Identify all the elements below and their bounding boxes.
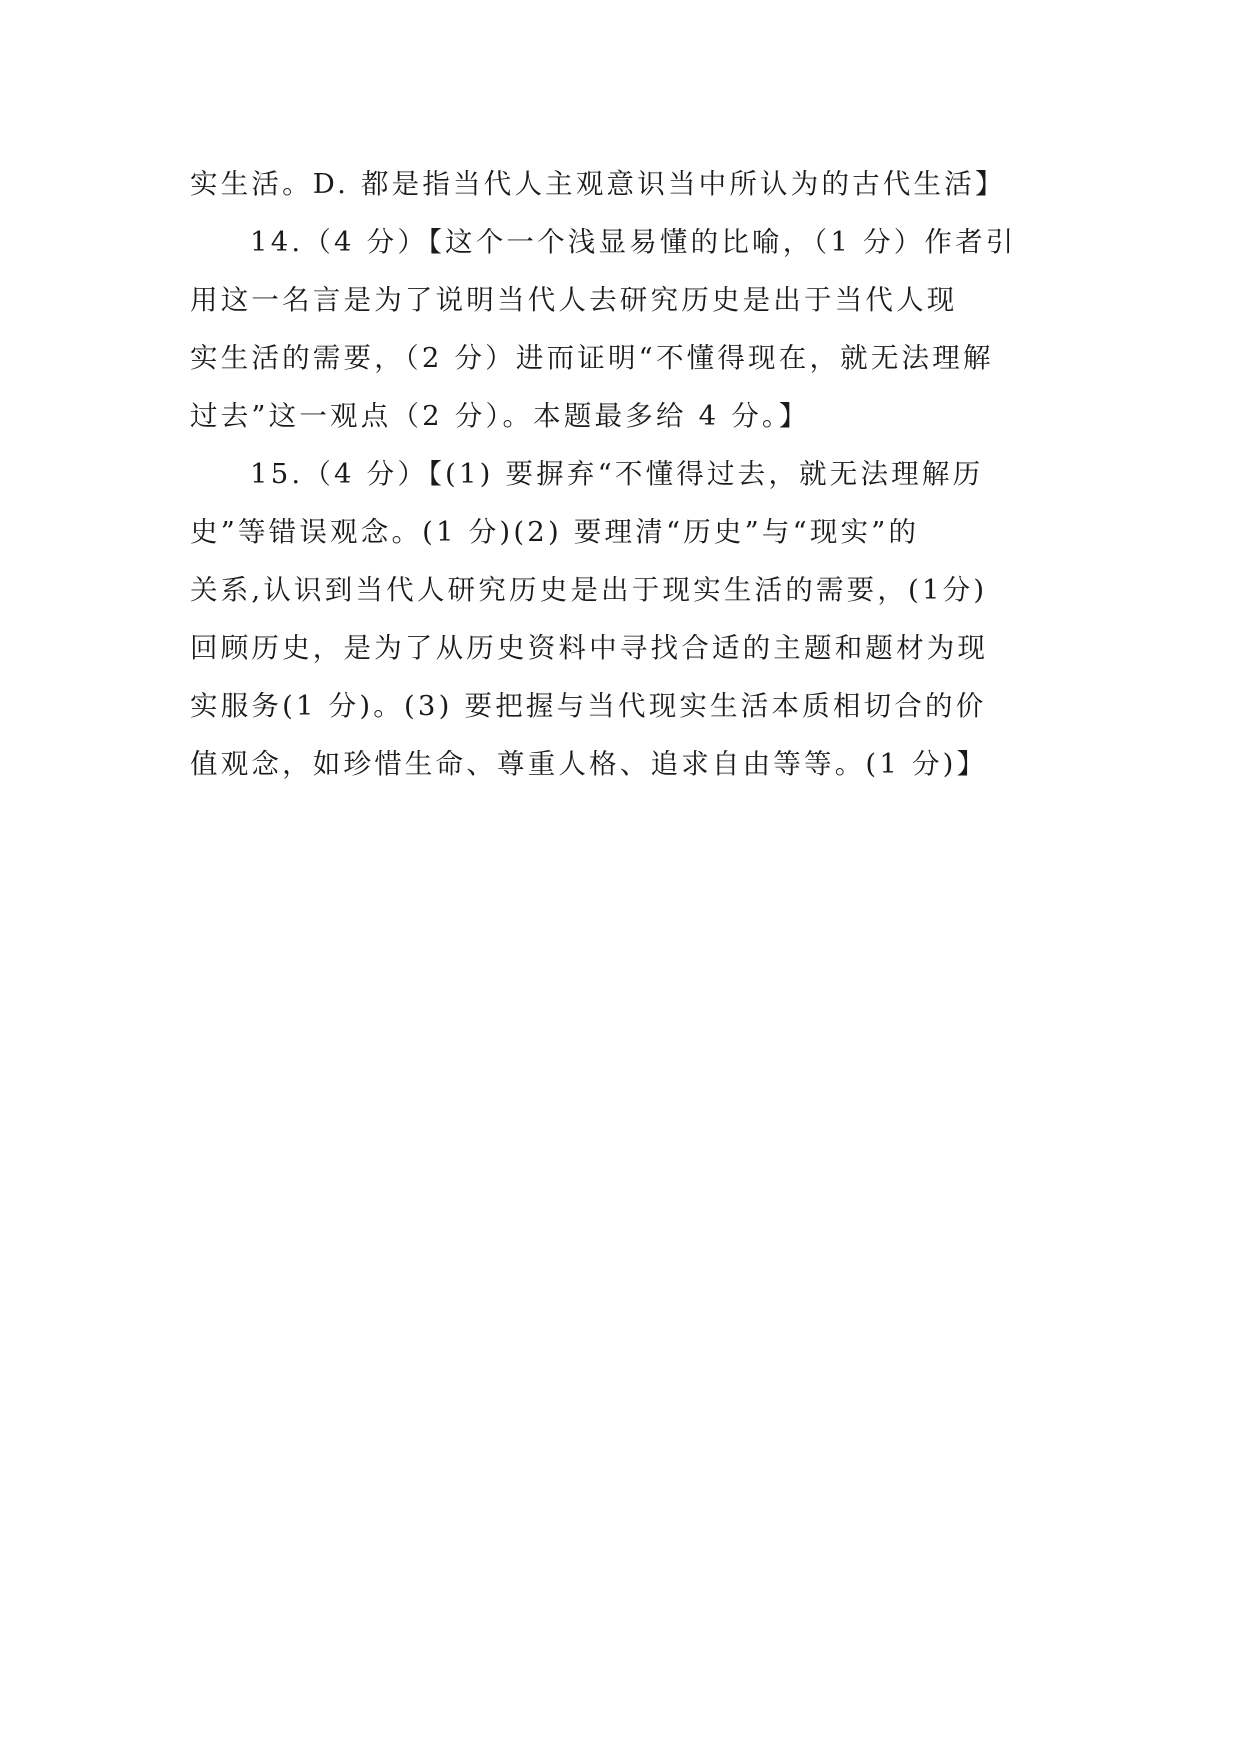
text-line: 实生活。D. 都是指当代人主观意识当中所认为的古代生活】	[190, 168, 1006, 200]
text-line: 史”等错误观念。(1 分)(2) 要理清“历史”与“现实”的	[190, 516, 920, 548]
answer-14-first-line: 14.（4 分）【这个一个浅显易懂的比喻，（1 分）作者引	[250, 226, 1017, 258]
text-line: 实服务(1 分)。(3) 要把握与当代现实生活本质相切合的价	[190, 690, 987, 722]
answer-15-first-line: 15.（4 分）【(1) 要摒弃“不懂得过去，就无法理解历	[250, 458, 984, 490]
text-line: 实生活的需要，（2 分）进而证明“不懂得现在，就无法理解	[190, 342, 994, 374]
answer-text-block	[190, 155, 1060, 793]
text-line: 回顾历史，是为了从历史资料中寻找合适的主题和题材为现	[190, 632, 989, 664]
text-line: 用这一名言是为了说明当代人去研究历史是出于当代人现	[190, 284, 958, 316]
text-line: 过去”这一观点（2 分）。本题最多给 4 分。】	[190, 400, 810, 432]
text-line: 关系,认识到当代人研究历史是出于现实生活的需要，(1分)	[190, 574, 988, 606]
text-line: 值观念，如珍惜生命、尊重人格、追求自由等等。(1 分)】	[190, 748, 988, 780]
